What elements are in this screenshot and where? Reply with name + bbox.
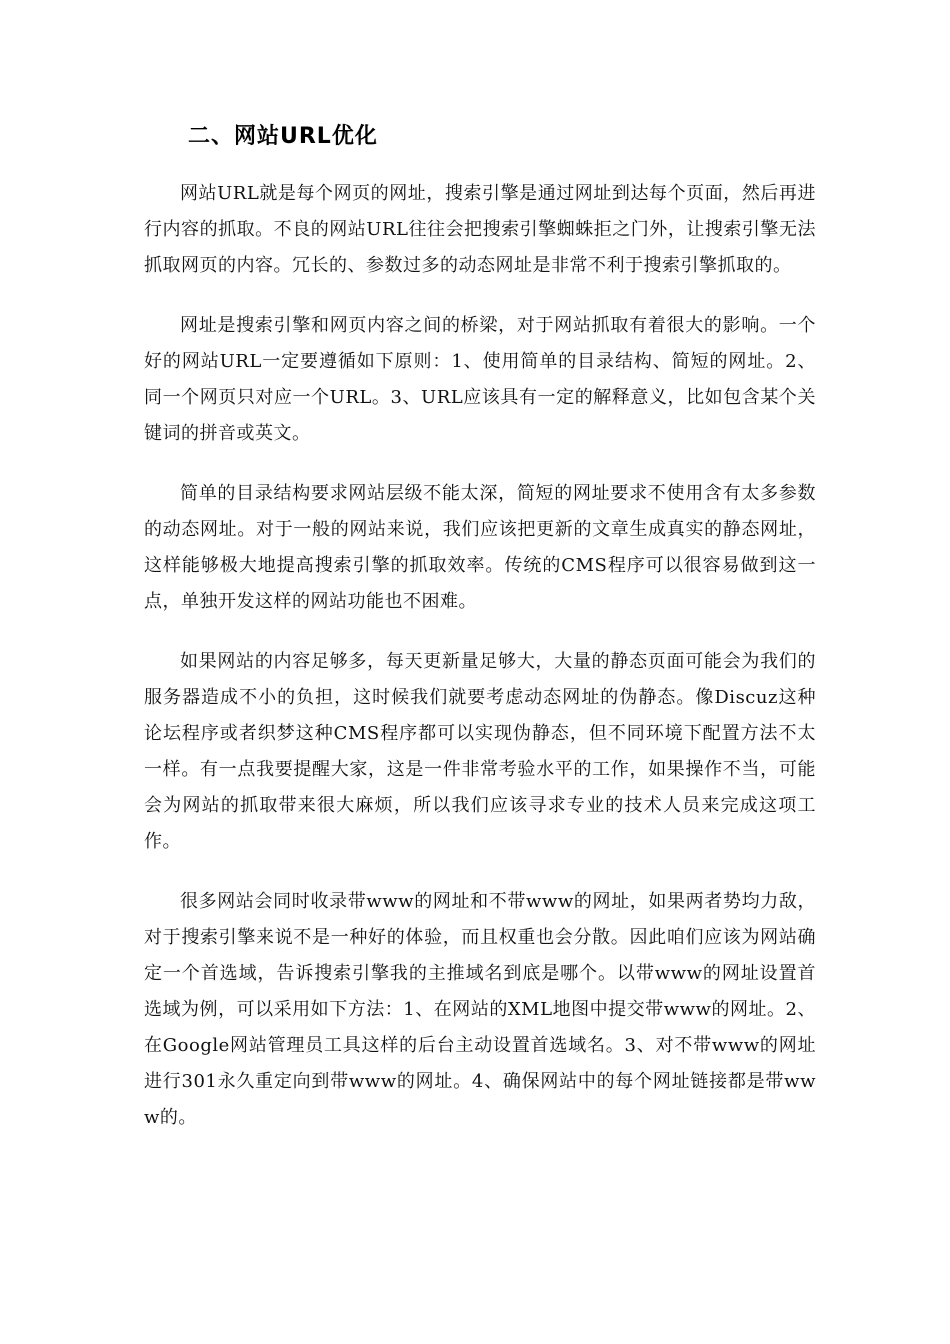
section-heading: 二、网站URL优化: [188, 124, 378, 149]
body-text: [144, 176, 816, 1160]
paragraph-url-principles: 网址是搜索引擎和网页内容之间的桥梁，对于网站抓取有着很大的影响。一个好的网站URL一定要遵循如下原则：1、使用简单的目录结构、简短的网址。2、同一个网页只对应一个URL。3、URL应该具有一定的解释意义，比如包含某个关键词的拼音或英文。: [144, 315, 816, 444]
paragraph-directory-structure: 简单的目录结构要求网站层级不能太深，简短的网址要求不使用含有太多参数的动态网址。对于一般的网站来说，我们应该把更新的文章生成真实的静态网址，这样能够极大地提高搜索引擎的抓取效率。传统的CMS程序可以很容易做到这一点，单独开发这样的网站功能也不困难。: [144, 483, 816, 612]
paragraph-pseudo-static: 如果网站的内容足够多，每天更新量足够大，大量的静态页面可能会为我们的服务器造成不小的负担，这时候我们就要考虑动态网址的伪静态。像Discuz这种论坛程序或者织梦这种CMS程序都可以实现伪静态，但不同环境下配置方法不太一样。有一点我要提醒大家，这是一件非常考验水平的工作，如果操作不当，可能会为网站的抓取带来很大麻烦，所以我们应该寻求专业的技术人员来完成这项工作。: [144, 651, 816, 852]
paragraph-url-definition: 网站URL就是每个网页的网址，搜索引擎是通过网址到达每个页面，然后再进行内容的抓取。不良的网站URL往往会把搜索引擎蜘蛛拒之门外，让搜索引擎无法抓取网页的内容。冗长的、参数过多的动态网址是非常不利于搜索引擎抓取的。: [144, 183, 816, 276]
paragraph-preferred-domain: 很多网站会同时收录带www的网址和不带www的网址，如果两者势均力敌，对于搜索引擎来说不是一种好的体验，而且权重也会分散。因此咱们应该为网站确定一个首选域，告诉搜索引擎我的主推域名到底是哪个。以带www的网址设置首选域为例，可以采用如下方法：1、在网站的XML地图中提交带www的网址。2、在Google网站管理员工具这样的后台主动设置首选域名。3、对不带www的网址进行301永久重定向到带www的网址。4、确保网站中的每个网址链接都是带www的。: [144, 891, 816, 1128]
